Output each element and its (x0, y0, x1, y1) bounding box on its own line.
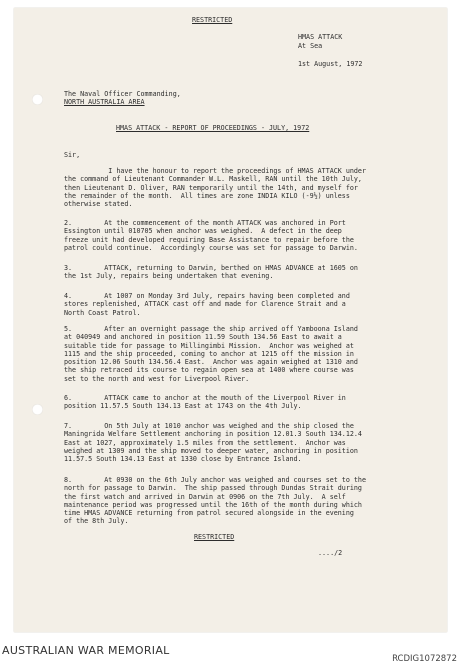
addressee-line1: The Naval Officer Commanding, (64, 90, 181, 98)
addressee-line2: NORTH AUSTRALIA AREA (64, 98, 145, 106)
page-continuation: ..../2 (318, 549, 343, 557)
punch-hole (32, 404, 43, 415)
report-date: 1st August, 1972 (298, 60, 363, 68)
classification-top: RESTRICTED (192, 16, 233, 24)
ship-location: At Sea (298, 42, 323, 50)
paragraph-4: 4. At 1007 on Monday 3rd July, repairs having been completed and stores replenished, ATTACK cast off and made for Clarence Strait and a North Coast Patrol. (64, 292, 350, 317)
subject-line: HMAS ATTACK - REPORT OF PROCEEDINGS - JULY, 1972 (116, 124, 310, 132)
paragraph-1: I have the honour to report the proceedings of HMAS ATTACK under the command of Lieutenant Commander W.L. Maskell, RAN until the 10th July, then Lieutenant D. Oliver, RAN temporarily until the 14th, and myself for the remainder of the month. All times are zone INDIA KILO (-9½) unless otherwise stated. (64, 167, 366, 209)
salutation: Sir, (64, 151, 81, 159)
archive-credit: AUSTRALIAN WAR MEMORIAL (2, 644, 170, 657)
paragraph-6: 6. ATTACK came to anchor at the mouth of the Liverpool River in position 11.57.5 South 134.13 East at 1743 on the 4th July. (64, 394, 346, 411)
classification-bottom: RESTRICTED (194, 533, 235, 541)
paragraph-2: 2. At the commencement of the month ATTACK was anchored in Port Essington until 010705 when anchor was weighed. A defect in the deep freeze unit had developed requiring Base Assistance to repair before the patrol could continue. Accordingly course was set for passage to Darwin. (64, 219, 358, 252)
ship-name: HMAS ATTACK (298, 33, 343, 41)
paragraph-7: 7. On 5th July at 1010 anchor was weighed and the ship closed the Maningrida Welfare Settlement anchoring in position 12.01.3 South 134.12.4 East at 1027, approximately 1.5 miles from the settlement. Anchor was weighed at 1309 and the ship moved to deeper water, anchoring in position 11.57.5 South 134.13 East at 1330 close by Entrance Island. (64, 422, 362, 464)
archive-id: RCDIG1072872 (392, 654, 457, 664)
punch-hole (32, 94, 43, 105)
paragraph-3: 3. ATTACK, returning to Darwin, berthed on HMAS ADVANCE at 1605 on the 1st July, repairs being undertaken that evening. (64, 264, 358, 281)
paragraph-8: 8. At 0930 on the 6th July anchor was weighed and courses set to the north for passage to Darwin. The ship passed through Dundas Strait during the first watch and arrived in Darwin at 0906 on the 7th July. A self maintenance period was progressed until the 16th of the month during which time HMAS ADVANCE returning from patrol secured alongside in the evening of the 8th July. (64, 476, 366, 526)
paragraph-5: 5. After an overnight passage the ship arrived off Yamboona Island at 040949 and anchored in position 11.59 South 134.56 East to await a suitable tide for passage to Millingimbi Mission. Anchor was weighed at 1115 and the ship proceeded, coming to anchor at 1215 off the mission in position 12.06 South 134.56.4 East. Anchor was again weighed at 1310 and the ship retraced its course to regain open sea at 1400 where course was set to the north and west for Liverpool River. (64, 325, 358, 383)
